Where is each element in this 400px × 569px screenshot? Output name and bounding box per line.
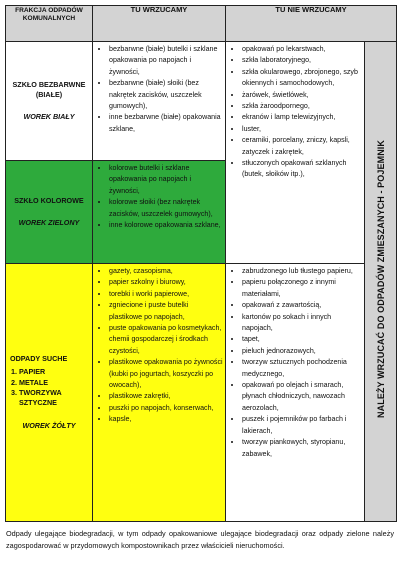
- row-dry-waste: [6, 264, 397, 522]
- list-item: • stłuczonych opakowań szklanych (butek, słoików itp.),: [242, 158, 362, 181]
- list-item: • tworzyw piankowych, styropianu, zabawek,: [242, 437, 362, 460]
- category-dry-waste: [6, 264, 93, 522]
- side-note-mixed-waste: [365, 42, 397, 522]
- category-name: ODPADY SUCHE: [10, 354, 68, 364]
- list-item: • papier szkolny i biurowy,: [109, 277, 223, 288]
- list-item: • puszki po napojach, konserwach,: [109, 403, 223, 414]
- yes-list-colored-glass: [93, 161, 226, 264]
- category-colored-glass: [6, 161, 93, 264]
- list-item: • bezbarwne (białe) butelki i szklane opakowania po napojach i żywności,: [109, 44, 223, 78]
- list-item: • plastikowe zakrętki,: [109, 391, 223, 402]
- list-item: • luster,: [242, 124, 362, 135]
- list-item: 1. PAPIER: [19, 367, 92, 377]
- footer-note: Odpady ulegające biodegradacji, w tym odpady opakowaniowe ulegające biodegradacji oraz odpady zielone należy zagospodarować w przydomowych kompostownikach przez właścicieli nieruchomości.: [6, 529, 394, 550]
- list-item: • puszek i pojemników po farbach i lakierach,: [242, 414, 362, 437]
- list-item: • torebki i worki papierowe,: [109, 289, 223, 300]
- header-no: TU NIE WRZUCAMY: [226, 6, 397, 42]
- list-item: • kapsle,: [109, 414, 223, 425]
- waste-segregation-table: [5, 5, 397, 522]
- bag-label: WOREK ŻÓŁTY: [22, 420, 76, 430]
- list-item: • kartonów po sokach i innych napojach,: [242, 312, 362, 335]
- side-note-text: NALEŻY WRZUCAĆ DO ODPADÓW ZMIESZANYCH - POJEMNIK: [375, 140, 386, 418]
- list-item: • opakowań z zawartością,: [242, 300, 362, 311]
- list-item: • inne kolorowe opakowania szklane,: [109, 220, 223, 231]
- list-item: • zabrudzonego lub tłustego papieru,: [242, 266, 362, 277]
- list-item: • opakowań po olejach i smarach, płynach chłodniczych, nawozach aerozolach,: [242, 380, 362, 414]
- list-item: • gazety, czasopisma,: [109, 266, 223, 277]
- list-item: • kolorowe butelki i szklane opakowania po napojach i żywności,: [109, 163, 223, 197]
- header-category: FRAKCJA ODPADÓW KOMUNALNYCH: [6, 6, 93, 42]
- list-item: • szkła laboratoryjnego,: [242, 55, 362, 66]
- header-yes: TU WRZUCAMY: [93, 6, 226, 42]
- yes-list-clear-glass: [93, 42, 226, 161]
- bag-label: WOREK BIAŁY: [23, 111, 75, 121]
- list-item: • tapet,: [242, 334, 362, 345]
- row-clear-glass: [6, 42, 397, 161]
- list-item: • bezbarwne (białe) słoiki (bez nakrętek zacisków, uszczelek gumowych),: [109, 78, 223, 112]
- list-item: • pieluch jednorazowych,: [242, 346, 362, 357]
- list-item: • puste opakowania po kosmetykach, chemii gospodarczej i środkach czystości,: [109, 323, 223, 357]
- no-list-glass: [226, 42, 365, 264]
- list-item: • szkła żaroodpornego,: [242, 101, 362, 112]
- list-item: • kolorowe słoiki (bez nakrętek zacisków, uszczelek gumowych),: [109, 197, 223, 220]
- list-item: • inne bezbarwne (białe) opakowania szklane,: [109, 112, 223, 135]
- yes-list-dry-waste: [93, 264, 226, 522]
- list-item: • papieru połączonego z innymi materiałami,: [242, 277, 362, 300]
- bag-label: WOREK ZIELONY: [18, 218, 80, 227]
- list-item: 3. TWORZYWA SZTYCZNE: [19, 388, 92, 409]
- dry-waste-sublist: [6, 367, 92, 409]
- no-list-dry-waste: [226, 264, 365, 522]
- list-item: • opakowań po lekarstwach,: [242, 44, 362, 55]
- list-item: • ekranów i lamp telewizyjnych,: [242, 112, 362, 123]
- list-item: • szkła okularowego, zbrojonego, szyb okiennych i samochodowych,: [242, 67, 362, 90]
- list-item: • żarówek, świetlówek,: [242, 90, 362, 101]
- category-clear-glass: [6, 42, 93, 161]
- header-row: [6, 6, 397, 42]
- list-item: • tworzyw sztucznych pochodzenia medycznego,: [242, 357, 362, 380]
- list-item: • zgniecione i puste butelki plastikowe po napojach,: [109, 300, 223, 323]
- category-name: SZKŁO BEZBARWNE (BIAŁE): [12, 80, 86, 100]
- list-item: • ceramiki, porcelany, zniczy, kapsli, zatyczek i zakrętek,: [242, 135, 362, 158]
- list-item: 2. METALE: [19, 378, 92, 388]
- category-name: SZKŁO KOLOROWE: [14, 196, 84, 206]
- list-item: • plastikowe opakowania po żywności (kubki po jogurtach, koszyczki po owocach),: [109, 357, 223, 391]
